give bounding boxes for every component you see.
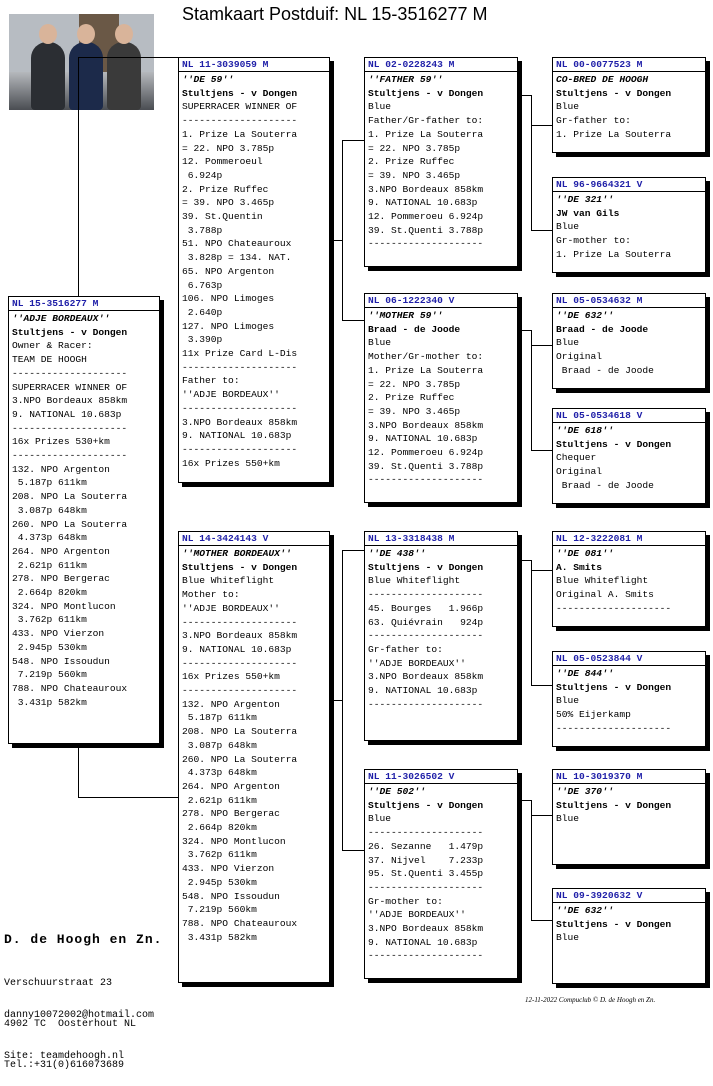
card-line: ''DE 618'' [556, 425, 614, 436]
ring-number: NL 11-3039059 M [179, 58, 329, 72]
connector [531, 685, 552, 686]
card-line: = 39. NPO 3.465p [368, 405, 461, 417]
ring-number: NL 00-0077523 M [553, 58, 705, 72]
connector [519, 800, 531, 801]
card-line: 2.621p 611km [182, 794, 257, 806]
connector [531, 95, 532, 230]
connector [342, 550, 343, 850]
card-line: -------------------- [368, 827, 484, 839]
card-details [365, 308, 517, 487]
card-line: 65. NPO Argenton [182, 265, 275, 277]
card-line: -------------------- [182, 616, 298, 628]
card-line: -------------------- [368, 881, 484, 893]
card-line: = 39. NPO 3.465p [182, 197, 275, 209]
card-line: 2.664p 820km [12, 587, 87, 599]
breeder-site[interactable]: Site: teamdehoogh.nl [4, 1050, 125, 1062]
card-line: Blue [368, 101, 392, 113]
card-line: Gr-mother to: [556, 235, 631, 247]
card-line: ''MOTHER BORDEAUX'' [182, 548, 292, 559]
pedigree-card-fmm [552, 408, 706, 504]
card-line: Blue [556, 337, 580, 349]
connector [531, 560, 532, 685]
card-line: Blue [368, 337, 392, 349]
card-line: 2. Prize Ruffec [368, 392, 455, 404]
pedigree-card-mfm [552, 651, 706, 747]
card-line: 3.788p [182, 224, 223, 236]
card-line: 1. Prize La Souterra [368, 364, 484, 376]
card-line: 3.NPO Bordeaux 858km [12, 395, 128, 407]
card-line: 132. NPO Argenton [182, 698, 280, 710]
card-line: -------------------- [556, 722, 672, 734]
card-line: 11x Prize Card L-Dis [182, 348, 298, 360]
connector [519, 95, 531, 96]
card-line: Braad - de Joode [556, 479, 654, 491]
page-title: Stamkaart Postduif: NL 15-3516277 M [182, 4, 488, 24]
card-line: -------------------- [182, 402, 298, 414]
card-line: -------------------- [368, 474, 484, 486]
card-details [365, 784, 517, 963]
breeder-contact [4, 982, 154, 1077]
card-details [553, 666, 705, 736]
ring-number: NL 05-0534618 V [553, 409, 705, 423]
connector [531, 800, 532, 920]
breeder-address-street: Verschuurstraat 23 [4, 977, 113, 989]
card-line: 260. NPO La Souterra [12, 518, 128, 530]
card-line: Father to: [182, 375, 240, 387]
card-line: 324. NPO Montlucon [12, 600, 116, 612]
card-line: SUPERRACER WINNER OF [12, 381, 128, 393]
card-line: ''DE 632'' [556, 310, 614, 321]
card-line: 127. NPO Limoges [182, 320, 275, 332]
card-line: Gr-mother to: [368, 895, 443, 907]
card-line: TEAM DE HOOGH [12, 354, 87, 366]
card-details [553, 423, 705, 493]
pedigree-card-ff [364, 57, 518, 267]
card-line: Blue [556, 932, 580, 944]
card-line: Stultjens - v Dongen [368, 87, 484, 99]
connector [531, 345, 552, 346]
card-line: 95. St.Quenti 3.455p [368, 868, 484, 880]
card-line: -------------------- [182, 685, 298, 697]
card-line: -------------------- [182, 115, 298, 127]
card-line: Mother/Gr-mother to: [368, 351, 484, 363]
card-line: ''DE 370'' [556, 786, 614, 797]
connector [531, 450, 552, 451]
card-line: 106. NPO Limoges [182, 293, 275, 305]
card-line: 324. NPO Montlucon [182, 835, 286, 847]
pedigree-card-mf [364, 531, 518, 741]
card-details [553, 308, 705, 378]
card-line: 9. NATIONAL 10.683p [12, 408, 122, 420]
card-line: Blue Whiteflight [556, 575, 649, 587]
photo-person-2 [69, 42, 103, 110]
card-line: ''DE 438'' [368, 548, 426, 559]
connector [78, 57, 178, 58]
card-line: 3.828p = 134. NAT. [182, 252, 292, 264]
card-line: 208. NPO La Souterra [182, 726, 298, 738]
card-line: 3.431p 582km [182, 931, 257, 943]
card-line: 2.945p 530km [12, 641, 87, 653]
card-line: Stultjens - v Dongen [12, 326, 128, 338]
pedigree-card-father [178, 57, 330, 483]
card-line: Braad - de Joode [556, 323, 649, 335]
card-line: 45. Bourges 1.966p [368, 602, 484, 614]
card-line: 1. Prize La Souterra [368, 128, 484, 140]
connector [342, 320, 364, 321]
card-line: 2.664p 820km [182, 822, 257, 834]
connector [331, 240, 342, 241]
connector [531, 920, 552, 921]
card-line: 548. NPO Issoudun [12, 655, 110, 667]
card-line: -------------------- [368, 238, 484, 250]
card-line: 132. NPO Argenton [12, 463, 110, 475]
card-line: 2. Prize Ruffec [182, 183, 269, 195]
breeder-email[interactable]: danny10072002@hotmail.com [4, 1010, 155, 1022]
card-line: 2.621p 611km [12, 559, 87, 571]
card-line: Stultjens - v Dongen [556, 87, 672, 99]
connector [331, 700, 342, 701]
card-details [553, 192, 705, 262]
card-line: = 22. NPO 3.785p [368, 142, 461, 154]
connector [531, 330, 532, 450]
connector [519, 560, 531, 561]
card-line: -------------------- [182, 657, 298, 669]
card-line: ''ADJE BORDEAUX'' [182, 602, 280, 614]
card-line: Braad - de Joode [368, 323, 461, 335]
card-line: 39. St.Quenti 3.788p [368, 224, 484, 236]
card-line: ''FATHER 59'' [368, 74, 443, 85]
connector [519, 330, 531, 331]
card-line: 3.NPO Bordeaux 858km [368, 923, 484, 935]
card-line: 3.431p 582km [12, 696, 87, 708]
card-line: 4.373p 648km [182, 767, 257, 779]
card-line: 1. Prize La Souterra [556, 128, 672, 140]
card-line: SUPERRACER WINNER OF [182, 101, 298, 113]
pedigree-card-mmm [552, 888, 706, 984]
connector [342, 550, 364, 551]
card-line: 39. St.Quentin [182, 211, 263, 223]
ring-number: NL 96-9664321 V [553, 178, 705, 192]
card-line: 3.762p 611km [182, 849, 257, 861]
card-line: 3.087p 648km [12, 504, 87, 516]
card-line: 264. NPO Argenton [182, 780, 280, 792]
card-line: 12. Pommeroeu 6.924p [368, 211, 484, 223]
connector [78, 797, 178, 798]
card-line: -------------------- [556, 602, 672, 614]
card-line: Blue [556, 221, 580, 233]
card-line: ''MOTHER 59'' [368, 310, 443, 321]
pedigree-card-mother [178, 531, 330, 983]
card-line: -------------------- [182, 361, 298, 373]
card-line: 2.640p [182, 306, 223, 318]
breeder-name: D. de Hoogh en Zn. [4, 932, 163, 948]
ring-number: NL 09-3920632 V [553, 889, 705, 903]
card-line: JW van Gils [556, 207, 620, 219]
card-line: 3.NPO Bordeaux 858km [182, 416, 298, 428]
card-line: 9. NATIONAL 10.683p [182, 643, 292, 655]
card-line: 433. NPO Vierzon [182, 863, 275, 875]
card-details [179, 72, 329, 470]
card-line: ''ADJE BORDEAUX'' [368, 657, 466, 669]
card-line: 2.945p 530km [182, 876, 257, 888]
card-line: Original [556, 351, 603, 363]
card-line: Stultjens - v Dongen [556, 438, 672, 450]
breeder-phone: Tel.:+31(0)616073689 [4, 1059, 125, 1071]
card-line: = 22. NPO 3.785p [182, 142, 275, 154]
card-line: 9. NATIONAL 10.683p [368, 685, 478, 697]
card-line: ''ADJE BORDEAUX'' [368, 909, 466, 921]
card-line: 788. NPO Chateauroux [182, 917, 298, 929]
connector [531, 230, 552, 231]
ring-number: NL 05-0534632 M [553, 294, 705, 308]
card-details [553, 903, 705, 945]
card-line: 548. NPO Issoudun [182, 890, 280, 902]
card-line: 3.390p [182, 334, 223, 346]
card-line: 3.087p 648km [182, 739, 257, 751]
connector [342, 850, 364, 851]
card-line: Stultjens - v Dongen [556, 799, 672, 811]
card-line: 50% Eijerkamp [556, 709, 631, 721]
card-line: Blue [368, 813, 392, 825]
card-details [553, 72, 705, 142]
pedigree-card-ffm [552, 177, 706, 273]
card-line: Blue [556, 813, 580, 825]
card-line: Stultjens - v Dongen [182, 87, 298, 99]
card-details [553, 546, 705, 616]
card-line: 12. Pommeroeu 6.924p [368, 447, 484, 459]
card-line: Gr-father to: [556, 115, 631, 127]
card-line: Stultjens - v Dongen [556, 918, 672, 930]
card-line: -------------------- [12, 367, 128, 379]
card-line: -------------------- [12, 450, 128, 462]
photo-person-3 [107, 42, 141, 110]
card-line: ''DE 081'' [556, 548, 614, 559]
card-line: Gr-father to: [368, 643, 443, 655]
card-line: Stultjens - v Dongen [368, 799, 484, 811]
card-line: -------------------- [368, 950, 484, 962]
card-line: 9. NATIONAL 10.683p [368, 433, 478, 445]
ring-number: NL 05-0523844 V [553, 652, 705, 666]
connector [78, 57, 79, 297]
card-line: CO-BRED DE HOOGH [556, 74, 649, 85]
card-line: 12. Pommeroeul [182, 156, 263, 168]
card-line: -------------------- [182, 443, 298, 455]
pedigree-card-mmf [552, 769, 706, 865]
card-line: ''DE 502'' [368, 786, 426, 797]
card-line: 16x Prizes 550+km [182, 457, 280, 469]
card-line: = 22. NPO 3.785p [368, 378, 461, 390]
card-line: 7.219p 560km [182, 904, 257, 916]
connector [531, 570, 552, 571]
card-line: 278. NPO Bergerac [182, 808, 280, 820]
card-line: -------------------- [368, 589, 484, 601]
pedigree-card-mff [552, 531, 706, 627]
card-line: Father/Gr-father to: [368, 115, 484, 127]
card-line: Mother to: [182, 589, 240, 601]
card-line: 16x Prizes 530+km [12, 436, 110, 448]
pedigree-card-subject [8, 296, 160, 744]
card-line: 26. Sezanne 1.479p [368, 840, 484, 852]
card-line: 9. NATIONAL 10.683p [182, 430, 292, 442]
connector [78, 744, 79, 797]
ring-number: NL 02-0228243 M [365, 58, 517, 72]
card-line: 1. Prize La Souterra [556, 248, 672, 260]
card-details [365, 72, 517, 251]
card-line: 4.373p 648km [12, 532, 87, 544]
card-line: 260. NPO La Souterra [182, 753, 298, 765]
card-details [365, 546, 517, 711]
card-line: 788. NPO Chateauroux [12, 682, 128, 694]
card-line: 39. St.Quenti 3.788p [368, 460, 484, 472]
card-line: 433. NPO Vierzon [12, 628, 105, 640]
card-line: 278. NPO Bergerac [12, 573, 110, 585]
card-line: ''ADJE BORDEAUX'' [182, 389, 280, 401]
card-line: 6.763p [182, 279, 223, 291]
card-line: Stultjens - v Dongen [182, 561, 298, 573]
breeder-address-city: 4902 TC Oosterhout NL [4, 1018, 137, 1030]
card-line: 9. NATIONAL 10.683p [368, 197, 478, 209]
card-line: 3.NPO Bordeaux 858km [368, 671, 484, 683]
ring-number: NL 10-3019370 M [553, 770, 705, 784]
card-line: ''DE 844'' [556, 668, 614, 679]
card-details [553, 784, 705, 826]
pedigree-card-mm [364, 769, 518, 979]
card-line: 3.762p 611km [12, 614, 87, 626]
card-line: 3.NPO Bordeaux 858km [368, 419, 484, 431]
card-line: Braad - de Joode [556, 364, 654, 376]
card-line: Blue Whiteflight [182, 575, 275, 587]
card-line: 9. NATIONAL 10.683p [368, 936, 478, 948]
print-stamp: 12-11-2022 Compuclub © D. de Hoogh en Zn. [525, 996, 656, 1004]
card-line: 16x Prizes 550+km [182, 671, 280, 683]
card-line: 3.NPO Bordeaux 858km [368, 183, 484, 195]
ring-number: NL 14-3424143 V [179, 532, 329, 546]
card-line: 5.187p 611km [182, 712, 257, 724]
card-line: ''DE 59'' [182, 74, 234, 85]
connector [531, 815, 552, 816]
card-details [179, 546, 329, 944]
connector [342, 140, 343, 320]
card-line: ''DE 632'' [556, 905, 614, 916]
card-line: 6.924p [182, 169, 223, 181]
card-details [9, 311, 159, 709]
card-line: Original A. Smits [556, 589, 654, 601]
card-line: 264. NPO Argenton [12, 545, 110, 557]
card-line: 5.187p 611km [12, 477, 87, 489]
team-photo [9, 14, 154, 110]
card-line: -------------------- [12, 422, 128, 434]
card-line: A. Smits [556, 561, 603, 573]
card-line: 3.NPO Bordeaux 858km [182, 630, 298, 642]
card-line: 37. Nijvel 7.233p [368, 854, 484, 866]
card-line: Stultjens - v Dongen [368, 561, 484, 573]
ring-number: NL 11-3026502 V [365, 770, 517, 784]
ring-number: NL 12-3222081 M [553, 532, 705, 546]
card-line: Blue [556, 695, 580, 707]
card-line: 208. NPO La Souterra [12, 491, 128, 503]
card-line: 7.219p 560km [12, 669, 87, 681]
card-line: Stultjens - v Dongen [556, 681, 672, 693]
connector [342, 140, 364, 141]
pedigree-card-fff [552, 57, 706, 153]
card-line: -------------------- [368, 630, 484, 642]
card-line: ''ADJE BORDEAUX'' [12, 313, 110, 324]
card-line: 51. NPO Chateauroux [182, 238, 292, 250]
card-line: 1. Prize La Souterra [182, 128, 298, 140]
ring-number: NL 15-3516277 M [9, 297, 159, 311]
card-line: = 39. NPO 3.465p [368, 169, 461, 181]
card-line: Blue [556, 101, 580, 113]
card-line: Original [556, 466, 603, 478]
pedigree-card-fm [364, 293, 518, 503]
card-line: Blue Whiteflight [368, 575, 461, 587]
ring-number: NL 13-3318438 M [365, 532, 517, 546]
photo-person-1 [31, 42, 65, 110]
pedigree-card-fmf [552, 293, 706, 389]
connector [531, 125, 552, 126]
card-line: -------------------- [368, 698, 484, 710]
ring-number: NL 06-1222340 V [365, 294, 517, 308]
card-line: 2. Prize Ruffec [368, 156, 455, 168]
card-line: ''DE 321'' [556, 194, 614, 205]
card-line: Owner & Racer: [12, 340, 93, 352]
card-line: Chequer [556, 452, 597, 464]
card-line: 63. Quiévrain 924p [368, 616, 484, 628]
